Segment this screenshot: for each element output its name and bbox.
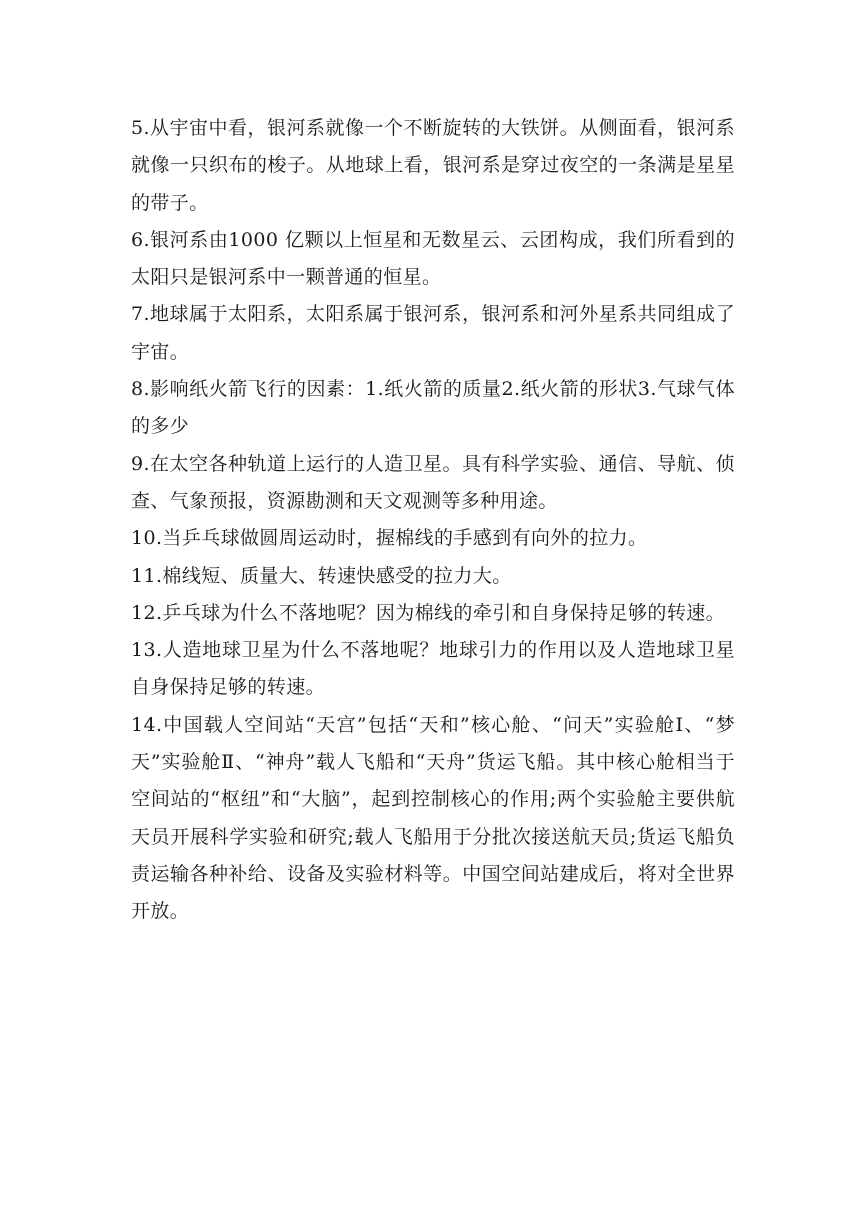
paragraph-7: 7.地球属于太阳系，太阳系属于银河系，银河系和河外星系共同组成了宇宙。 [131, 303, 735, 363]
paragraph-6: 6.银河系由1000 亿颗以上恒星和无数星云、云团构成，我们所看到的太阳只是银河系中一颗普通的恒星。 [131, 228, 735, 289]
paragraph-9: 9.在太空各种轨道上运行的人造卫星。具有科学实验、通信、导航、侦查、气象预报，资源勘测和天文观测等多种用途。 [131, 452, 735, 512]
paragraph-14: 14.中国载人空间站“天宫”包括“天和”核心舱、“问天”实验舱Ⅰ、“梦天”实验舱Ⅱ、“神舟”载人飞船和“天舟”货运飞船。其中核心舱相当于空间站的“枢纽”和“大脑”，起到控制核心的作用;两个实验舱主要供航天员开展科学实验和研究;载人飞船用于分批次接送航天员;货运飞船负责运输各种补给、设备及实验材料等。中国空间站建成后，将对全世界开放。 [131, 713, 735, 923]
paragraph-10: 10.当乒乓球做圆周运动时，握棉线的手感到有向外的拉力。 [131, 527, 648, 550]
paragraph-12: 12.乒乓球为什么不落地呢？因为棉线的牵引和自身保持足够的转速。 [131, 601, 726, 624]
paragraph-13: 13.人造地球卫星为什么不落地呢？地球引力的作用以及人造地球卫星自身保持足够的转速。 [131, 639, 735, 699]
document-body [131, 110, 735, 931]
paragraph-8: 8.影响纸火箭飞行的因素：1.纸火箭的质量2.纸火箭的形状3.气球气体的多少 [131, 378, 735, 438]
paragraph-11: 11.棉线短、质量大、转速快感受的拉力大。 [131, 564, 512, 587]
paragraph-5: 5.从宇宙中看，银河系就像一个不断旋转的大铁饼。从侧面看，银河系就像一只织布的梭子。从地球上看，银河系是穿过夜空的一条满是星星的带子。 [131, 117, 735, 214]
